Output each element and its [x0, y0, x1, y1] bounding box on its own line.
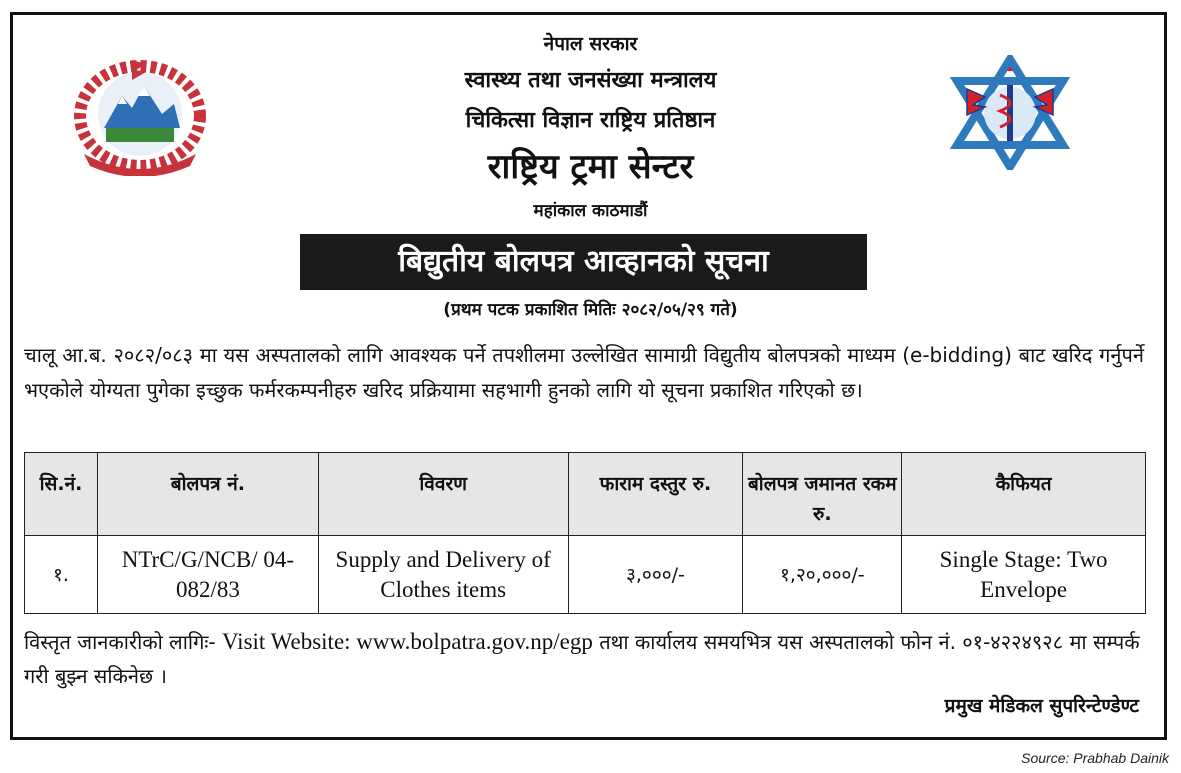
source-credit: Source: Prabhab Dainik: [1021, 750, 1169, 766]
table-row: [25, 536, 1146, 614]
header-bid-no: बोलपत्र नं.: [97, 453, 318, 536]
signatory: प्रमुख मेडिकल सुपरिन्टेण्डेण्ट: [944, 695, 1139, 717]
bid-table: [24, 452, 1146, 614]
header-form-fee: फाराम दस्तुर रु.: [568, 453, 743, 536]
footer-info: [24, 625, 1144, 693]
header-description: विवरण: [318, 453, 568, 536]
center-name: राष्ट्रिय ट्रमा सेन्टर: [487, 147, 694, 187]
government-name: नेपाल सरकार: [543, 33, 638, 55]
table-header-row: [25, 453, 1146, 536]
info-prefix: विस्तृत जानकारीको लागिः-: [24, 630, 216, 654]
header-remarks: कैफियत: [902, 453, 1146, 536]
cell-description: Supply and Delivery of Clothes items: [318, 536, 568, 614]
cell-remarks: Single Stage: Two Envelope: [902, 536, 1146, 614]
academy-name: चिकित्सा विज्ञान राष्ट्रिय प्रतिष्ठान: [465, 108, 716, 133]
cell-form-fee: ३,०००/-: [568, 536, 743, 614]
intro-text: चालू आ.ब. २०८२/०८३ मा यस अस्पतालको लागि आवश्यक पर्ने तपशीलमा उल्लेखित सामाग्री विद्युतीय बोलपत्रको माध्यम (e-bidding) बाट खरिद गर्नुपर्ने भएकोले योग्यता पुगेका इच्छुक फर्मरकम्पनीहरु खरिद प्रक्रियामा सहभागी हुनको लागि यो सूचना प्रकाशित गरिएको छ।: [24, 343, 1144, 402]
info-suffix: तथा कार्यालय समयभित्र यस अस्पतालको फोन नं. ०१-४२२४९२८ मा सम्पर्क गरी बुझ्न सकिनेछ ।: [24, 630, 1140, 688]
header-serial: सि.नं.: [25, 453, 98, 536]
cell-serial: १.: [25, 536, 98, 614]
header-bid-security: बोलपत्र जमानत रकम रु.: [743, 453, 902, 536]
website-link[interactable]: Visit Website: www.bolpatra.gov.np/egp: [221, 629, 593, 654]
location: महांकाल काठमाडौं: [533, 201, 648, 221]
publish-date: (प्रथम पटक प्रकाशित मितिः २०८२/०५/२९ गते): [443, 300, 738, 320]
ministry-name: स्वास्थ्य तथा जनसंख्या मन्त्रालय: [464, 68, 717, 93]
cell-bid-security: १,२०,०००/-: [743, 536, 902, 614]
notice-title: बिद्युतीय बोलपत्र आव्हानको सूचना: [300, 234, 867, 290]
cell-bid-no: NTrC/G/NCB/ 04-082/83: [97, 536, 318, 614]
